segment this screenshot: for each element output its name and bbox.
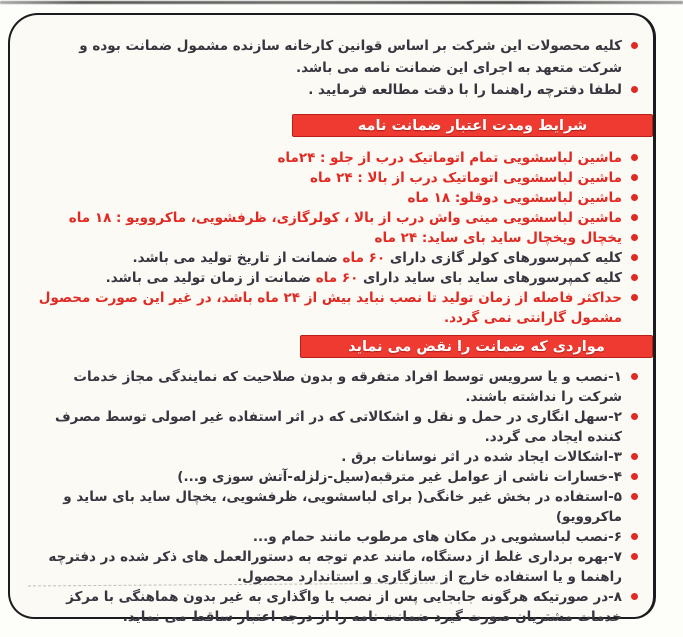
warranty-term-item <box>34 208 639 228</box>
list-item <box>34 79 639 101</box>
void-case-text: ۱-نصب و یا سرویس توسط افراد متفرقه و بدون صلاحیت که نمایندگی مجاز خدمات شرکت را نداشته باشند. <box>73 369 622 405</box>
warranty-note-text: حداکثر فاصله از زمان تولید تا نصب نباید بیش از ۲۴ ماه باشد، در غیر این صورت محصول مشمول گارانتی نمی گردد. <box>38 290 622 326</box>
bullet-icon <box>631 214 638 221</box>
warranty-term-item <box>34 288 639 328</box>
section-title-void-cases <box>300 335 653 358</box>
warranty-term-text: یخچال ویخچال ساید بای ساید: ۲۴ ماه <box>374 230 622 246</box>
intro-text: کلیه محصولات این شرکت بر اساس قوانین کارخانه سازنده مشمول ضمانت بوده و شرکت متعهد به اجرای این ضمانت نامه می باشد. <box>79 38 622 76</box>
void-case-text: ۳-اشکالات ایجاد شده در اثر نوسانات برق . <box>341 449 622 465</box>
warranty-duration-highlight: ۶۰ ماه <box>342 250 386 266</box>
bullet-icon <box>631 413 638 420</box>
void-case-item <box>34 527 639 547</box>
section-title-text: مواردی که ضمانت را نقض می نماید <box>348 338 605 355</box>
bullet-icon <box>631 194 638 201</box>
void-case-text: ۷-بهره برداری غلط از دستگاه، مانند عدم توجه به دستورالعمل های ذکر شده در دفترچه راهنما و یا استفاده خارج از سازگاری و استاندارد محصول. <box>48 549 622 585</box>
void-case-text: ۵-استفاده در بخش غیر خانگی( برای لباسشویی، ظرفشویی، یخچال ساید بای ساید و ماکروویو) <box>63 489 622 525</box>
bullet-icon <box>631 473 638 480</box>
bullet-icon <box>631 42 638 49</box>
warranty-term-item <box>34 188 639 208</box>
bullet-icon <box>631 234 638 241</box>
void-case-item <box>34 367 639 407</box>
bullet-icon <box>631 294 638 301</box>
intro-list <box>34 35 639 101</box>
warranty-term-item <box>34 268 639 288</box>
bullet-icon <box>631 553 638 560</box>
warranty-term-text: ماشین لباسشویی مینی واش درب از بالا ، کولرگازی، ظرفشویی، ماکروویو : ۱۸ ماه <box>68 210 622 226</box>
void-case-item <box>34 487 639 527</box>
void-case-item <box>34 467 639 487</box>
warranty-term-text: ضمانت از زمان تولید می باشد. <box>105 270 316 286</box>
warranty-term-text: ماشین لباسشویی دوقلو: ۱۸ ماه <box>407 190 622 206</box>
bullet-icon <box>631 453 638 460</box>
warranty-duration-highlight: ۶۰ ماه <box>315 270 359 286</box>
warranty-term-text: ماشین لباسشویی اتوماتیک درب از بالا : ۲۴ ماه <box>310 170 622 186</box>
void-case-item <box>34 447 639 467</box>
void-case-text: ۶-نصب لباسشویی در مکان های مرطوب مانند حمام و... <box>252 529 622 545</box>
bullet-icon <box>631 274 638 281</box>
warranty-term-text: کلیه کمپرسورهای کولر گازی دارای <box>385 250 622 266</box>
void-case-text: ۸-در صورتیکه هرگونه جابجایی پس از نصب یا واگذاری به غیر بدون هماهنگی با مرکز خدمات مشتریان صورت گیرد ضمانت نامه را از درجه اعتبار ساقط می نماید. <box>66 589 622 625</box>
warranty-term-item <box>34 248 639 268</box>
void-cases-list <box>34 367 639 627</box>
void-case-text: ۴-خسارات ناشی از عوامل غیر مترقبه(سیل-زلزله-آتش سوزی و...) <box>177 469 622 485</box>
bullet-icon <box>631 593 638 600</box>
void-case-item <box>34 407 639 447</box>
bullet-icon <box>631 533 638 540</box>
list-item <box>34 35 639 79</box>
intro-text: لطفا دفترچه راهنما را با دقت مطالعه فرمایید . <box>308 82 622 98</box>
warranty-term-text: کلیه کمپرسورهای ساید بای ساید دارای <box>358 270 622 286</box>
bullet-icon <box>631 174 638 181</box>
bullet-icon <box>631 154 638 161</box>
warranty-term-item <box>34 148 639 168</box>
warranty-term-text: ضمانت از تاریخ تولید می باشد. <box>132 250 343 266</box>
bullet-icon <box>631 254 638 261</box>
warranty-term-item <box>34 228 639 248</box>
void-case-item <box>34 547 639 587</box>
section-title-warranty-terms <box>292 114 653 137</box>
bullet-icon <box>631 493 638 500</box>
warranty-term-text: ماشین لباسشویی تمام اتوماتیک درب از جلو : ۲۴ماه <box>277 150 622 166</box>
bullet-icon <box>631 86 638 93</box>
void-case-item <box>34 587 639 627</box>
warranty-terms-list <box>34 148 639 328</box>
scan-edge-artifact <box>0 1 683 4</box>
bullet-icon <box>631 373 638 380</box>
void-case-text: ۲-سهل انگاری در حمل و نقل و اشکالاتی که در اثر استفاده غیر اصولی توسط مصرف کننده ایجاد می گردد. <box>54 409 622 445</box>
warranty-document-page <box>8 13 656 625</box>
warranty-term-item <box>34 168 639 188</box>
section-title-text: شرایط ومدت اعتبار ضمانت نامه <box>357 117 588 134</box>
